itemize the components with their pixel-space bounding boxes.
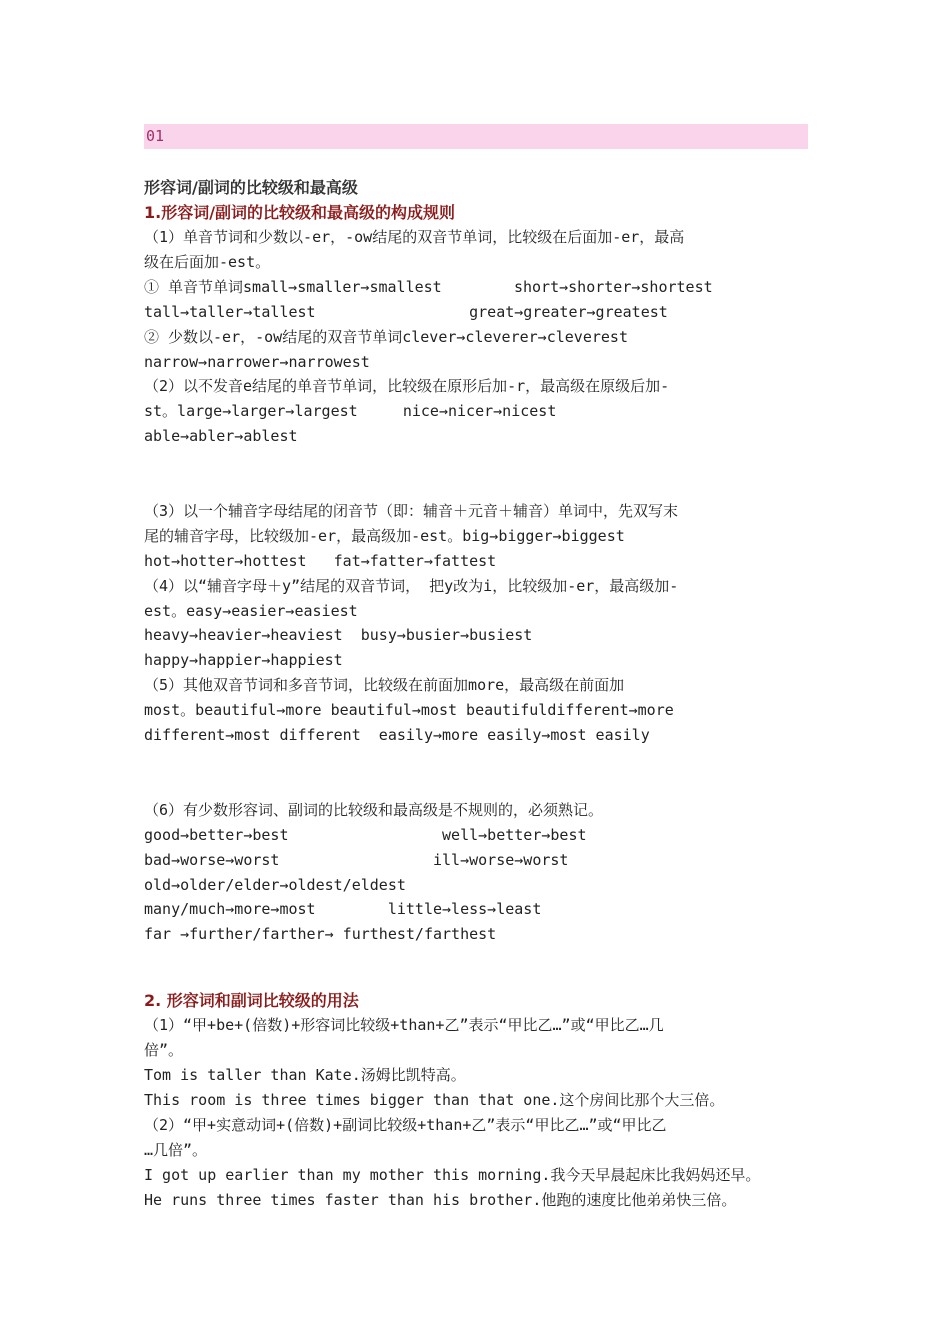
text-line: happy→happier→happiest: [144, 651, 343, 670]
text-line: （1）单音节词和少数以-er，-ow结尾的双音节单词，比较级在后面加-er，最高: [144, 228, 685, 246]
text-line: He runs three times faster than his brother.他跑的速度比他弟弟快三倍。: [144, 1190, 737, 1209]
text-line: narrow→narrower→narrowest: [144, 352, 370, 371]
text-line: different→most different easily→more easily→most easily: [144, 726, 650, 745]
text-line: heavy→heavier→heaviest busy→busier→busiest: [144, 626, 533, 645]
text-line: （6）有少数形容词、副词的比较级和最高级是不规则的，必须熟记。: [144, 800, 604, 819]
text-line: （2）“甲+实意动词+(倍数)+副词比较级+than+乙”表示“甲比乙…”或“甲比乙: [144, 1115, 667, 1134]
section2-heading: 2. 形容词和副词比较级的用法: [144, 991, 359, 1011]
text-line: （3）以一个辅音字母结尾的闭音节（即：辅音＋元音＋辅音）单词中，先双写末: [144, 501, 679, 520]
text-line: est。easy→easier→easiest: [144, 601, 358, 620]
text-line: old→older/elder→oldest/eldest: [144, 875, 406, 894]
text-line: st。large→larger→largest nice→nicer→nicest: [144, 402, 557, 421]
section-number-banner: 01: [144, 124, 808, 149]
text-line: （2）以不发音e结尾的单音节单词，比较级在原形后加-r，最高级在原级后加-: [144, 377, 670, 396]
text-line: hot→hotter→hottest fat→fatter→fattest: [144, 551, 497, 570]
text-line: 倍”。: [144, 1041, 184, 1060]
text-line: far →further/farther→ furthest/farthest: [144, 925, 497, 944]
text-line: good→better→best well→better→best: [144, 825, 587, 844]
section2-paragraph: [144, 1013, 808, 1212]
text-line: 尾的辅音字母，比较级加-er，最高级加-est。big→bigger→biggest: [144, 526, 625, 545]
text-line: （1）“甲+be+(倍数)+形容词比较级+than+乙”表示“甲比乙…”或“甲比乙…几: [144, 1016, 664, 1035]
text-line: 级在后面加-est。: [144, 252, 271, 271]
section1-paragraph-a: [144, 225, 808, 449]
text-line: tall→taller→tallest great→greater→greatest: [144, 302, 668, 321]
section1-paragraph-c: [144, 798, 808, 947]
spacer: [144, 947, 808, 988]
text-line: …几倍”。: [144, 1140, 208, 1159]
text-line: （4）以“辅音字母＋y”结尾的双音节词， 把y改为i，比较级加-er，最高级加-: [144, 576, 679, 595]
text-line: many/much→more→most little→less→least: [144, 900, 542, 919]
text-line: bad→worse→worst ill→worse→worst: [144, 850, 569, 869]
text-line: able→abler→ablest: [144, 427, 298, 446]
spacer: [144, 748, 808, 798]
text-line: ② 少数以-er，-ow结尾的双音节单词clever→cleverer→cleverest: [144, 327, 628, 346]
section1-paragraph-b: [144, 499, 808, 748]
text-line: Tom is taller than Kate.汤姆比凯特高。: [144, 1066, 466, 1085]
section1-heading: 1.形容词/副词的比较级和最高级的构成规则: [144, 203, 456, 222]
text-line: I got up earlier than my mother this morning.我今天早晨起床比我妈妈还早。: [144, 1165, 761, 1184]
document-page: [144, 124, 808, 1213]
document-title: 形容词/副词的比较级和最高级: [144, 178, 358, 197]
spacer: [144, 449, 808, 499]
text-line: most。beautiful→more beautiful→most beautifuldifferent→more: [144, 701, 674, 720]
text-line: This room is three times bigger than that one.这个房间比那个大三倍。: [144, 1090, 725, 1109]
text-line: ① 单音节单词small→smaller→smallest short→shorter→shortest: [144, 277, 713, 296]
text-line: （5）其他双音节词和多音节词，比较级在前面加more，最高级在前面加: [144, 676, 625, 695]
